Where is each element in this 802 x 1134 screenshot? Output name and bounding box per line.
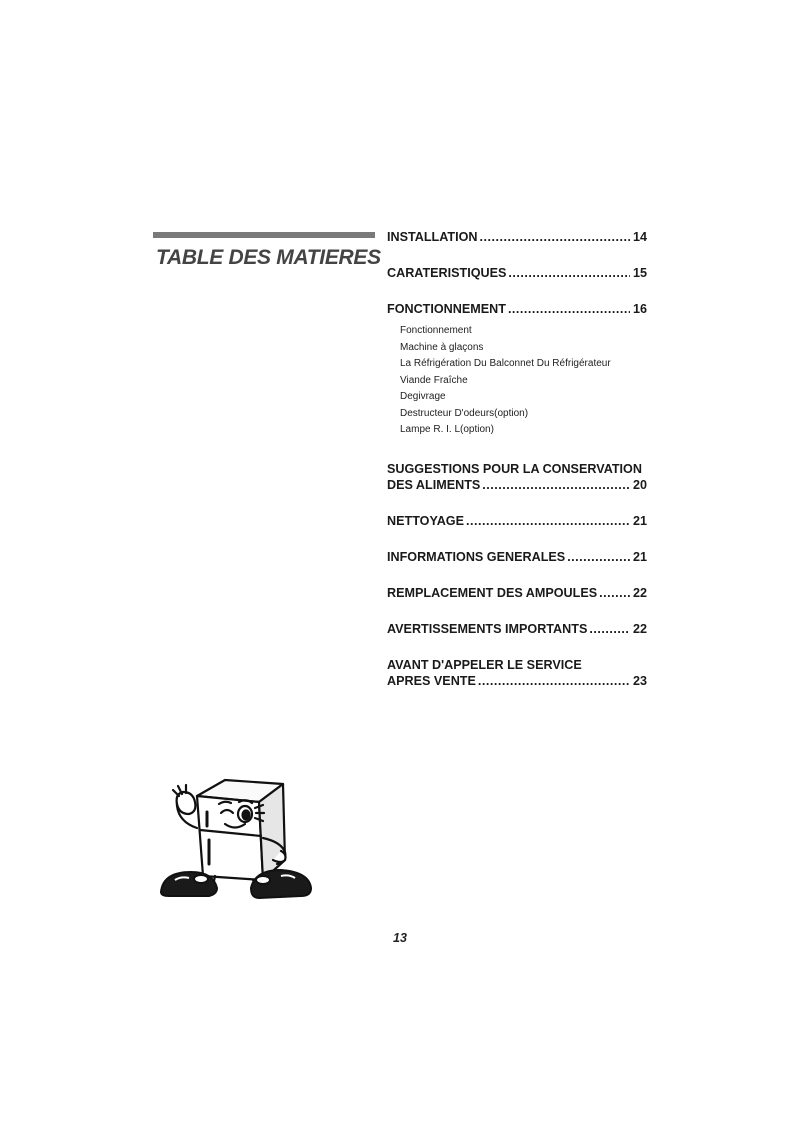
toc-leader-dots bbox=[599, 585, 630, 601]
toc-leader-dots bbox=[479, 229, 630, 245]
toc-entry-page: 20 bbox=[632, 477, 647, 492]
toc-leader-dots bbox=[589, 621, 630, 637]
toc-entry-page: 22 bbox=[632, 585, 647, 600]
toc-section-remplacement bbox=[387, 585, 647, 601]
toc-subitem[interactable]: Viande Fraîche bbox=[400, 374, 468, 386]
toc-entry-page: 16 bbox=[632, 302, 647, 316]
page-number: 13 bbox=[393, 931, 407, 945]
toc-leader-dots bbox=[508, 265, 630, 281]
toc-leader-dots bbox=[482, 477, 630, 493]
toc-entry-label: APRES VENTE bbox=[387, 673, 476, 688]
toc-subitem-list bbox=[400, 323, 647, 439]
toc-entry-page: 14 bbox=[632, 230, 647, 244]
toc-entry[interactable] bbox=[387, 585, 647, 601]
toc-entry-page: 21 bbox=[632, 513, 647, 528]
toc-section-informations bbox=[387, 549, 647, 565]
toc-section-suggestions[interactable] bbox=[387, 461, 647, 493]
toc-section-caracteristiques bbox=[387, 265, 647, 281]
toc-section-avant-appeler[interactable] bbox=[387, 657, 647, 689]
toc-entry-label: REMPLACEMENT DES AMPOULES bbox=[387, 585, 598, 600]
toc-subitem[interactable]: Degivrage bbox=[400, 391, 446, 402]
toc-entry bbox=[387, 477, 647, 493]
toc-section-fonctionnement bbox=[387, 301, 647, 439]
page-title: TABLE DES MATIERES bbox=[156, 246, 381, 269]
table-of-contents bbox=[387, 229, 647, 689]
toc-section-avertissements bbox=[387, 621, 647, 637]
toc-leader-dots bbox=[567, 549, 630, 565]
toc-entry-label-line1: AVANT D'APPELER LE SERVICE bbox=[387, 657, 582, 672]
toc-subitem[interactable]: Destructeur D'odeurs(option) bbox=[400, 407, 529, 419]
toc-entry[interactable] bbox=[387, 229, 647, 245]
toc-entry-label: CARATERISTIQUES bbox=[387, 266, 507, 280]
toc-section-nettoyage bbox=[387, 513, 647, 529]
toc-subitem[interactable]: La Réfrigération Du Balconnet Du Réfrigérateur bbox=[400, 358, 611, 369]
toc-entry-label: AVERTISSEMENTS IMPORTANTS bbox=[387, 621, 588, 636]
toc-entry-label: FONCTIONNEMENT bbox=[387, 302, 506, 316]
toc-entry-page: 15 bbox=[632, 266, 647, 280]
toc-entry[interactable] bbox=[387, 301, 647, 317]
toc-entry[interactable] bbox=[387, 549, 647, 565]
toc-entry-page: 23 bbox=[632, 673, 647, 688]
toc-subitem[interactable]: Fonctionnement bbox=[400, 325, 472, 336]
toc-leader-dots bbox=[478, 673, 630, 689]
toc-entry[interactable] bbox=[387, 621, 647, 637]
toc-subitem[interactable]: Lampe R. I. L(option) bbox=[400, 424, 494, 435]
toc-section-installation bbox=[387, 229, 647, 245]
toc-entry-label: INFORMATIONS GENERALES bbox=[387, 549, 566, 564]
toc-entry-label: DES ALIMENTS bbox=[387, 477, 481, 492]
toc-subitem[interactable]: Machine à glaçons bbox=[400, 341, 484, 353]
toc-entry[interactable] bbox=[387, 513, 647, 529]
toc-entry-label: INSTALLATION bbox=[387, 230, 478, 244]
toc-entry-label-line1: SUGGESTIONS POUR LA CONSERVATION bbox=[387, 461, 642, 476]
toc-leader-dots bbox=[466, 513, 630, 529]
toc-entry-page: 22 bbox=[632, 621, 647, 636]
toc-entry bbox=[387, 673, 647, 689]
title-rule bbox=[153, 232, 375, 238]
toc-entry[interactable] bbox=[387, 265, 647, 281]
toc-entry-label: NETTOYAGE bbox=[387, 513, 464, 528]
refrigerator-mascot-icon bbox=[155, 768, 331, 904]
toc-entry-page: 21 bbox=[632, 549, 647, 564]
toc-leader-dots bbox=[508, 301, 630, 317]
